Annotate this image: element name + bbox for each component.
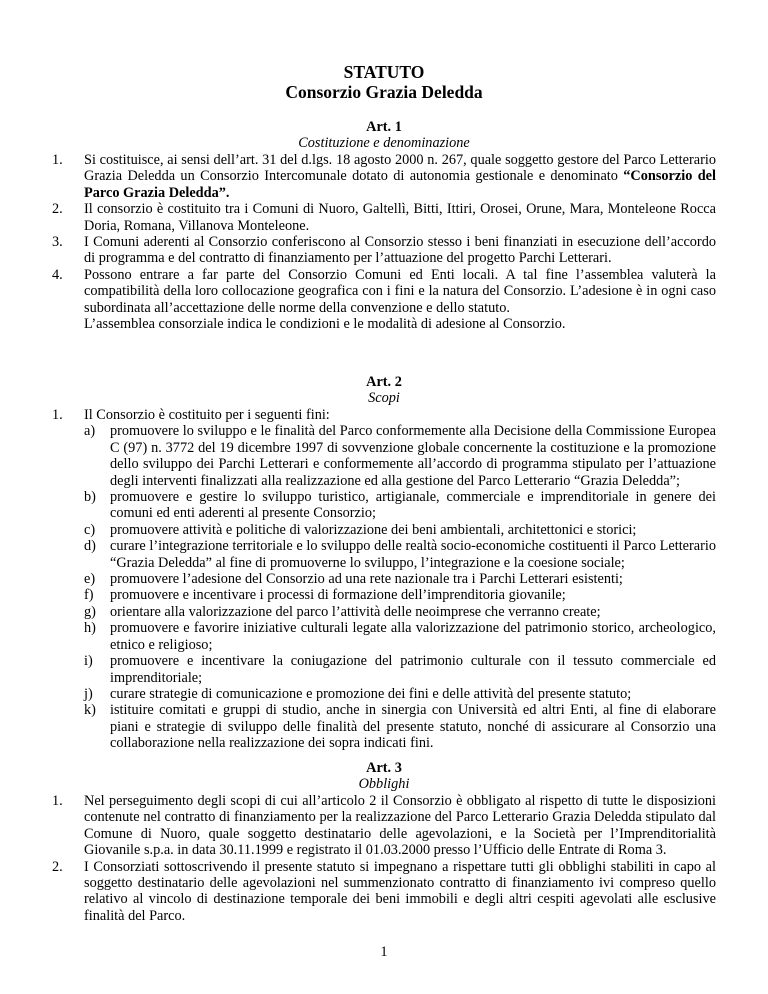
document-title: STATUTO <box>343 62 425 82</box>
item-text: promuovere attività e politiche di valorizzazione dei beni ambientali, architettonici e storici; <box>110 521 637 538</box>
art3-heading: Obblighi <box>358 776 410 793</box>
item-letter: g) <box>84 603 96 620</box>
page-number: 1 <box>380 944 388 960</box>
art2-body <box>52 407 716 752</box>
art1-paragraph-3 <box>52 234 716 267</box>
art2-number: Art. 2 <box>366 374 402 390</box>
paragraph-number: 2. <box>52 201 63 218</box>
art1-heading: Costituzione e denominazione <box>298 135 470 152</box>
list-item <box>84 489 716 522</box>
list-item <box>84 604 716 620</box>
item-letter: c) <box>84 521 96 538</box>
paragraph-text: Il consorzio è costituito tra i Comuni di Nuoro, Galtellì, Bitti, Ittiri, Orosei, Orune, Mara, Monteleone Rocca Doria, Romana, Villanova Monteleone. <box>84 201 716 234</box>
item-letter: j) <box>84 685 93 702</box>
item-text: promuovere e incentivare i processi di formazione dell’imprenditoria giovanile; <box>110 587 566 604</box>
list-item <box>84 423 716 489</box>
paragraph-text: Il Consorzio è costituito per i seguenti fini: <box>84 407 330 423</box>
paragraph-text: Nel perseguimento degli scopi di cui all’articolo 2 il Consorzio è obbligato al rispetto di tutte le disposizioni contenute nel contratto di finanziamento per la realizzazione del Parco Letterario Grazia Deledda stipulato dal Comune di Nuoro, quale soggetto destinatario delle agevolazioni, e la Società per l’Imprenditorialità Giovanile s.p.a. in data 30.11.1999 e registrato il 01.03.2000 presso l’Ufficio delle Entrate di Roma 3. <box>84 793 716 859</box>
art1-paragraph-4 <box>52 266 716 316</box>
paragraph-number: 4. <box>52 266 63 283</box>
item-text: curare strategie di comunicazione e promozione dei fini e delle attività del presente statuto; <box>110 685 632 702</box>
art2-intro <box>52 407 716 423</box>
paragraph-number: 1. <box>52 407 63 423</box>
list-item <box>84 702 716 751</box>
paragraph-text: I Comuni aderenti al Consorzio conferiscono al Consorzio stesso i beni finanziati in esecuzione dell’accordo di programma e del contratto di finanziamento per l’attuazione del progetto Parchi Letterari. <box>84 234 716 267</box>
item-letter: i) <box>84 653 93 670</box>
art3-paragraph-2 <box>52 858 716 925</box>
art3-header <box>0 760 768 793</box>
art1-number: Art. 1 <box>366 119 402 135</box>
list-item <box>84 653 716 686</box>
art3-number: Art. 3 <box>366 760 402 776</box>
art1-header <box>0 119 768 152</box>
list-item <box>84 620 716 653</box>
paragraph-number: 2. <box>52 858 63 875</box>
list-item <box>84 522 716 538</box>
art2-heading: Scopi <box>368 390 400 407</box>
list-item <box>84 538 716 571</box>
art3-paragraph-1 <box>52 793 716 859</box>
paragraph-number: 3. <box>52 234 63 251</box>
item-letter: b) <box>84 489 96 506</box>
art1-paragraph-1 <box>52 152 716 201</box>
list-item <box>84 571 716 587</box>
paragraph-text: Possono entrare a far parte del Consorzio Comuni ed Enti locali. A tal fine l’assemblea valuterà la compatibilità della loro collocazione geografica con i fini e la natura del Consorzio. L’adesione è in ogni caso subordinata all’accettazione delle norme della convenzione e dello statuto. <box>84 266 716 316</box>
paragraph-number: 1. <box>52 793 63 809</box>
item-text: promuovere e favorire iniziative culturali legate alla valorizzazione del patrimonio storico, archeologico, etnico e religioso; <box>110 620 716 653</box>
paragraph-text: Si costituisce, ai sensi dell’art. 31 del d.lgs. 18 agosto 2000 n. 267, quale soggetto gestore del Parco Letterario Grazia Deledda un Consorzio Intercomunale dotato di autonomia gestionale e denominato <box>84 152 716 185</box>
item-text: promuovere e incentivare la coniugazione del patrimonio culturale con il tessuto commerciale ed imprenditoriale; <box>110 653 716 686</box>
art1-body <box>52 152 716 333</box>
paragraph-number: 1. <box>52 152 63 168</box>
paragraph-end: . <box>225 184 230 201</box>
art1-paragraph-2 <box>52 201 716 234</box>
item-letter: h) <box>84 620 96 637</box>
document-subtitle: Consorzio Grazia Deledda <box>285 82 483 102</box>
art1-paragraph-4-continuation: L’assemblea consorziale indica le condizioni e le modalità di adesione al Consorzio. <box>84 316 566 333</box>
item-letter: a) <box>84 423 96 440</box>
paragraph-text: I Consorziati sottoscrivendo il presente statuto si impegnano a rispettare tutti gli obblighi stabiliti in capo al soggetto destinatario delle agevolazioni nel summenzionato contratto di finanziamento ivi compreso quello relativo al vincolo di destinazione temporale dei beni immobili e degli altri cespiti agevolati alle esclusive finalità del Parco. <box>84 858 716 924</box>
item-text: promuovere lo sviluppo e le finalità del Parco conformemente alla Decisione della Commissione Europea C (97) n. 3772 del 19 dicembre 1997 di sovvenzione globale concernente la costituzione e la promozione dello sviluppo dei Parchi Letterari e conformemente all’accordo di programma stipulato per l’attuazione degli interventi finalizzati alla realizzazione ed alla gestione del Parco Letterario “Grazia Deledda”; <box>110 423 716 489</box>
item-text: istituire comitati e gruppi di studio, anche in sinergia con Università ed altri Enti, al fine di elaborare piani e strategie di sviluppo delle finalità del presente statuto, nonché di assicurare al Consorzio una collaborazione nella realizzazione dei sopra indicati fini. <box>110 702 716 752</box>
item-letter: d) <box>84 538 96 555</box>
list-item <box>84 686 716 702</box>
list-item <box>84 587 716 603</box>
art2-header <box>0 374 768 407</box>
consortium-name: “Consorzio del Parco Grazia Deledda” <box>84 168 716 201</box>
item-letter: e) <box>84 571 96 588</box>
item-text: orientare alla valorizzazione del parco l’attività delle neoimprese che verranno create; <box>110 603 601 620</box>
art3-body <box>52 793 716 924</box>
item-text: promuovere e gestire lo sviluppo turistico, artigianale, commerciale e imprenditoriale in genere dei comuni ed enti aderenti al presente Consorzio; <box>110 489 716 522</box>
item-letter: k) <box>84 702 96 719</box>
item-text: promuovere l’adesione del Consorzio ad una rete nazionale tra i Parchi Letterari esistenti; <box>110 571 623 588</box>
item-letter: f) <box>84 587 94 604</box>
item-text: curare l’integrazione territoriale e lo sviluppo delle realtà socio-economiche costituenti il Parco Letterario “Grazia Deledda” al fine di promuoverne lo sviluppo, l’integrazione e la coesione sociale; <box>110 538 716 571</box>
